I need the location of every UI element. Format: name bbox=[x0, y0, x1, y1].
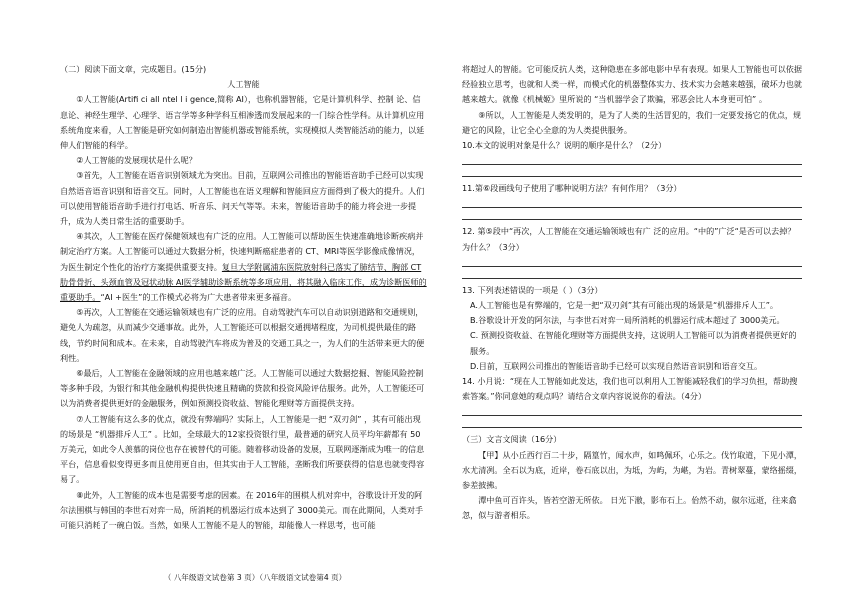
paragraph-8-continued: 将超过人的智能。它可能反抗人类，这种隐患在多部电影中早有表现。如果人工智能也可以依据经验独立思考，也就和人类一样，而模式化的机器整体实力、技术实力会越来越强，破坏力也就越来越大。就像《机械姬》里所说的 “当机器学会了欺骗，邪恶会比人本身更可怕” 。 bbox=[462, 64, 802, 105]
answer-line[interactable] bbox=[462, 196, 802, 208]
paragraph-4-text-a: ④其次，人工智能在医疗保健领域也有广泛的应用。人工智能可以帮助医生快速准确地诊断疾病并制定治疗方案。人工智能可以通过大数据分析，快速判断癌症患者的 CT、MRI等医学影像成像情况，为医生制定个性化的治疗方案提供重要支持。 bbox=[60, 231, 424, 272]
answer-line[interactable] bbox=[462, 255, 802, 267]
answer-line[interactable] bbox=[462, 416, 802, 428]
section-heading: （二）阅读下面文章，完成题目。(15分) bbox=[60, 64, 207, 74]
question-13: 13. 下列表述错误的一项是（ ）（3分） bbox=[462, 284, 603, 295]
option-d: D.目前，互联网公司推出的智能语音助手已经可以实现自然语音识别和语音交互。 bbox=[470, 360, 763, 371]
question-10: 10.本文的说明对象是什么？说明的顺序是什么？（2分） bbox=[462, 140, 667, 151]
section-3-heading: （三）文言文阅读（16分） bbox=[462, 434, 562, 445]
answer-line[interactable] bbox=[462, 404, 802, 416]
page-footer: （ 八年级语文试卷第 3 页）（八年级语文试卷第4 页） bbox=[163, 573, 347, 582]
question-12: 12. 第⑤段中“再次，人工智能在交通运输领域也有广 泛的应用。“中的”广泛“是否可以去掉？为什么？（3分） bbox=[462, 226, 796, 252]
answer-line[interactable] bbox=[462, 267, 802, 279]
paragraph-9: ⑨所以，人工智能是人类发明的，是为了人类的生活冒犯的，我们一定要发扬它的优点，规避它的风险，让它全心全意的为人类提供服务。 bbox=[462, 109, 802, 135]
paragraph-5: ⑤再次，人工智能在交通运输领域也有广泛的应用。自动驾驶汽车可以自动识别道路和交通规则，避免人为疏忽，从而减少交通事故。此外，人工智能还可以根据交通拥堵程度，为司机提供最佳的路线，节约时间和成本。在未来，自动驾驶汽车将成为普及的交通工具之一，为人们的生活带来更大的便利性。 bbox=[60, 307, 425, 363]
right-column bbox=[462, 62, 802, 524]
paragraph-8: ⑧此外，人工智能的成本也是需要考虑的因素。在 2016年的围棋人机对弈中，谷歌设计开发的阿尔法围棋与韩国的李世石对弈一局，所消耗的机器运行成本达到了 3000美元。而在此期间，人类对手可能只消耗了一碗白饭。当然，如果人工智能不是人的智能，却能像人一样思考，也可能 bbox=[60, 489, 424, 531]
article-title: 人工智能 bbox=[227, 79, 260, 90]
left-column bbox=[60, 62, 427, 533]
classical-paragraph-1: 【甲】从小丘西行百二十步，隔篁竹，闻水声，如鸣佩环，心乐之。伐竹取道，下见小潭，水尤清冽。全石以为底，近岸，卷石底以出，为坻，为屿，为嵁，为岩。青树翠蔓，蒙络摇缀，参差披拂。 bbox=[462, 449, 802, 491]
answer-line[interactable] bbox=[462, 208, 802, 220]
paragraph-1: ①人工智能(Artifi ci all ntel l i gence,简称 AI），也称机器智能，它是计算机科学、控制 论、信息论、神经生理学、心理学、语言学等多种学科互相渗透而发展起来的一门综合性学科。从计算机应用系统角度来看，人工智能是研究如何制造出智能机器或智能系统，实现模拟人类智能活动的能力，以延伸人们智能的科学。 bbox=[60, 94, 425, 151]
question-11: 11.第⑥段画线句子使用了哪种说明方法？有何作用？（3分） bbox=[462, 183, 682, 194]
paragraph-2: ②人工智能的发展现状是什么呢？ bbox=[76, 155, 197, 166]
answer-line[interactable] bbox=[462, 165, 802, 177]
paragraph-3: ③首先，人工智能在语音识别领域尤为突出。目前，互联网公司推出的智能语音助手已经可以实现自然语音语音识别和语音交互。同时，人工智能也在语义理解和智能回应方面得到了极大的提升。人们可以使用智能语音助手进行打电话、听音乐、问天气等等。未来，智能语音助手的能力将会进一步提升，成为人类日常生活的重要助手。 bbox=[60, 170, 425, 227]
underlined-sentence: 复旦大学附属浦东医院放射科已落实了肺结节、胸部 CT肋骨骨折、头颈血管及冠状动脉 AI医学辅助诊断系统等多项应用，将其融入临床工作，成为诊断医师的重要助手。 bbox=[60, 261, 427, 303]
paragraph-6: ⑥最后，人工智能在金融领域的应用也越来越广泛。人工智能可以通过大数据挖掘、智能风险控制等多种手段，为银行和其他金融机构提供快速且精确的贷款和投资风险评估服务。此外，人工智能还可以为消费者提供更好的金融服务，例如预测投资收益、智能化理财等方面提供支持。 bbox=[60, 368, 425, 409]
option-c: C. 预测投资收益、在智能化理财等方面提供支持，这说明人工智能可以为消费者提供更好的服务。 bbox=[470, 330, 797, 356]
answer-line[interactable] bbox=[462, 153, 802, 165]
question-14: 14. 小月说：“现在人工智能如此发达，我们也可以利用人工智能减轻我们的学习负担，帮助搜索答案。”你同意她的观点吗？请结合文章内容说说你的看法。（4分） bbox=[462, 376, 798, 402]
option-b: B.谷歌设计开发的阿尔法，与李世石对弈一局所消耗的机器运行成本超过了 3000美元。 bbox=[470, 315, 785, 326]
paragraph-4-text-b: “AI +医生”的工作模式必将为广大患者带来更多福音。 bbox=[100, 292, 297, 303]
paragraph-7: ⑦人工智能有这么多的优点，就没有弊端吗？实际上，人工智能是一把 “双刃剑” ，其有可能出现的场景是 “机器排斥人工” 。比如，全球最大的12家投资银行里，最普通的研究人员平均年薪都有 50万美元，如此令人羡慕的岗位也存在被替代的可能。随着移动设备的发展，互联网逐渐成为唯一的信息平台，信息看似变得更多而且使用更自由，但其实由于人工智能，垄断我们所要获得的信息也就变得容易了。 bbox=[60, 413, 425, 485]
option-a: A.人工智能也是有弊端的，它是一把“双刃剑”其有可能出现的场景是“机器排斥人工”。 bbox=[470, 300, 779, 311]
classical-paragraph-2: 潭中鱼可百许头，皆若空游无所依。 日光下澈，影布石上。佁然不动，俶尔远逝，往来翕忽，似与游者相乐。 bbox=[462, 495, 797, 521]
paragraph-4 bbox=[60, 229, 427, 305]
